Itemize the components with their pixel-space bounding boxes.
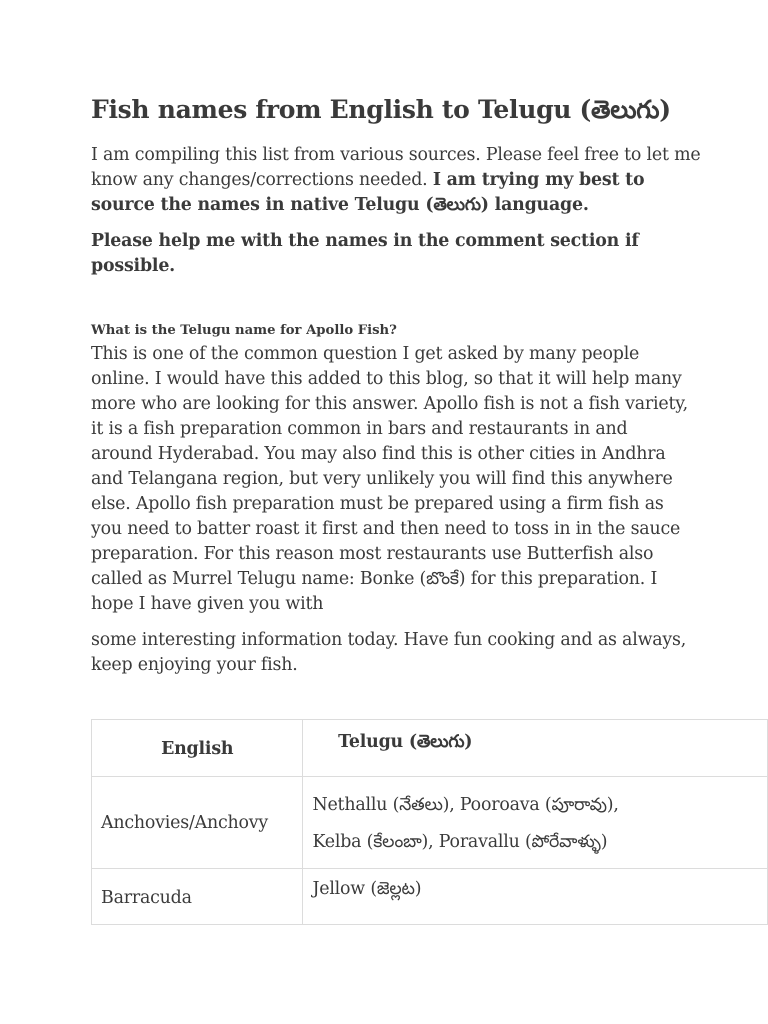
table-row (92, 777, 768, 869)
cell-telugu (303, 869, 768, 925)
page-title: Fish names from English to Telugu (తెలుగు) (91, 95, 671, 124)
intro-text: I am compiling this list from various sources. Please feel free to let me know any changes/corrections needed. (91, 145, 701, 190)
apollo-question-heading: What is the Telugu name for Apollo Fish? (91, 323, 397, 338)
help-request-paragraph: Please help me with the names in the comment section if possible. (91, 231, 639, 276)
closing-paragraph: some interesting information today. Have fun cooking and as always, keep enjoying your fish. (91, 630, 687, 675)
telugu-names-line: Jellow (జెల్లట) (312, 879, 422, 899)
header-english: English (92, 720, 303, 777)
table-row (92, 869, 768, 925)
header-telugu: Telugu (తెలుగు) (303, 720, 768, 777)
cell-telugu (303, 777, 768, 869)
table-header-row (92, 720, 768, 777)
cell-english: Anchovies/Anchovy (92, 777, 303, 869)
telugu-names-line: Nethallu (నేతలు), Pooroava (పూరావు), (312, 795, 619, 815)
intro-paragraph (91, 143, 711, 218)
cell-english: Barracuda (92, 869, 303, 925)
apollo-answer-paragraph: This is one of the common question I get asked by many people online. I would have this added to this blog, so that it will help many more who are looking for this answer. Apollo fish is not a fish variety, it is a fish preparation common in bars and restaurants in and around Hyderabad. You may also find this is other cities in Andhra and Telangana region, but very unlikely you will find this anywhere else. Apollo fish preparation must be prepared using a firm fish as you need to batter roast it first and then need to toss in in the sauce preparation. For this reason most restaurants use Butterfish also called as Murrel Telugu name: Bonke (బొంకే) for this preparation. I hope I have given you with (91, 344, 688, 614)
intro-bold-text: I am trying my best to source the names in native Telugu (తెలుగు) language. (91, 170, 645, 215)
fish-names-table (91, 719, 768, 925)
telugu-names-line: Kelba (కేలంబా), Poravallu (పోరేవాళ్ళు) (312, 832, 608, 852)
